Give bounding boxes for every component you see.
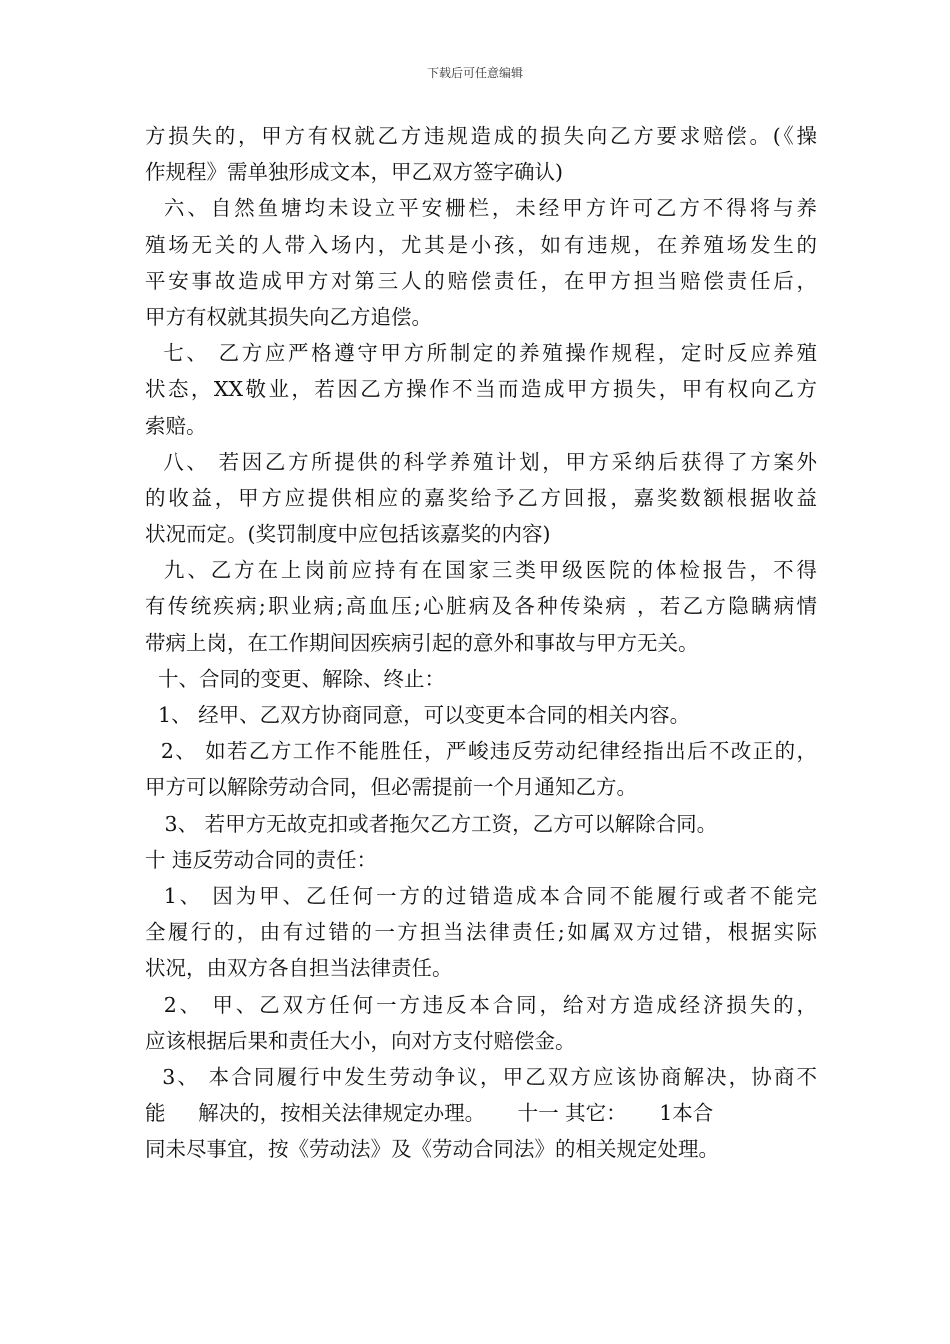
text-line: 有传统疾病;职业病;高血压;心脏病及各种传染病 ，若乙方隐瞒病情 (145, 594, 817, 619)
text-line: 八、 若因乙方所提供的科学养殖计划，甲方采纳后获得了方案外 (145, 449, 817, 474)
text-line: 平安事故造成甲方对第三人的赔偿责任，在甲方担当赔偿责任后， (145, 268, 817, 293)
text-line: 甲方可以解除劳动合同，但必需提前一个月通知乙方。 (145, 775, 637, 800)
page-header: 下载后可任意编辑 (426, 66, 523, 80)
text-line: 全履行的，由有过错的一方担当法律责任;如属双方过错，根据实际 (145, 920, 817, 945)
text-line: 状况而定。(奖罚制度中应包括该嘉奖的内容) (145, 522, 551, 547)
text-line: 十 违反劳动合同的责任： (145, 847, 378, 872)
text-line: 甲方有权就其损失向乙方追偿。 (145, 304, 432, 329)
text-line: 十、合同的变更、解除、终止： (145, 666, 446, 691)
text-line: 2、 如若乙方工作不能胜任，严峻违反劳动纪律经指出后不改正的， (145, 739, 817, 764)
text-line: 状态，XX敬业，若因乙方操作不当而造成甲方损失，甲有权向乙方 (145, 377, 817, 402)
text-line: 1、 因为甲、乙任何一方的过错造成本合同不能履行或者不能完 (145, 883, 817, 908)
text-line: 六、自然鱼塘均未设立平安栅栏，未经甲方许可乙方不得将与养 (145, 196, 817, 221)
text-line: 应该根据后果和责任大小，向对方支付赔偿金。 (145, 1028, 576, 1053)
contract-body (145, 118, 817, 1167)
text-line: 的收益，甲方应提供相应的嘉奖给予乙方回报，嘉奖数额根据收益 (145, 485, 817, 510)
text-line: 方损失的，甲方有权就乙方违规造成的损失向乙方要求赔偿。(《操 (145, 124, 817, 148)
text-line: 作规程》需单独形成文本，甲乙双方签字确认) (145, 160, 563, 185)
text-line: 带病上岗，在工作期间因疾病引起的意外和事故与甲方无关。 (145, 630, 699, 655)
text-line: 九、乙方在上岗前应持有在国家三类甲级医院的体检报告，不得 (145, 558, 817, 583)
text-line: 状况，由双方各自担当法律责任。 (145, 956, 453, 981)
text-line: 能 解决的，按相关法律规定办理。 十一 其它： 1本合 (145, 1101, 714, 1126)
text-line: 殖场无关的人带入场内，尤其是小孩，如有违规，在养殖场发生的 (145, 232, 817, 257)
text-line: 1、 经甲、乙双方协商同意，可以变更本合同的相关内容。 (145, 703, 691, 727)
text-line: 3、 若甲方无故克扣或者拖欠乙方工资，乙方可以解除合同。 (145, 811, 718, 836)
text-line: 七、 乙方应严格遵守甲方所制定的养殖操作规程，定时反应养殖 (145, 341, 817, 366)
text-line: 3、 本合同履行中发生劳动争议，甲乙双方应该协商解决，协商不 (145, 1064, 817, 1089)
text-line: 2、 甲、乙双方任何一方违反本合同，给对方造成经济损失的， (145, 992, 817, 1017)
text-line: 同未尽事宜，按《劳动法》及《劳动合同法》的相关规定处理。 (145, 1137, 719, 1162)
text-line: 索赔。 (145, 413, 207, 438)
